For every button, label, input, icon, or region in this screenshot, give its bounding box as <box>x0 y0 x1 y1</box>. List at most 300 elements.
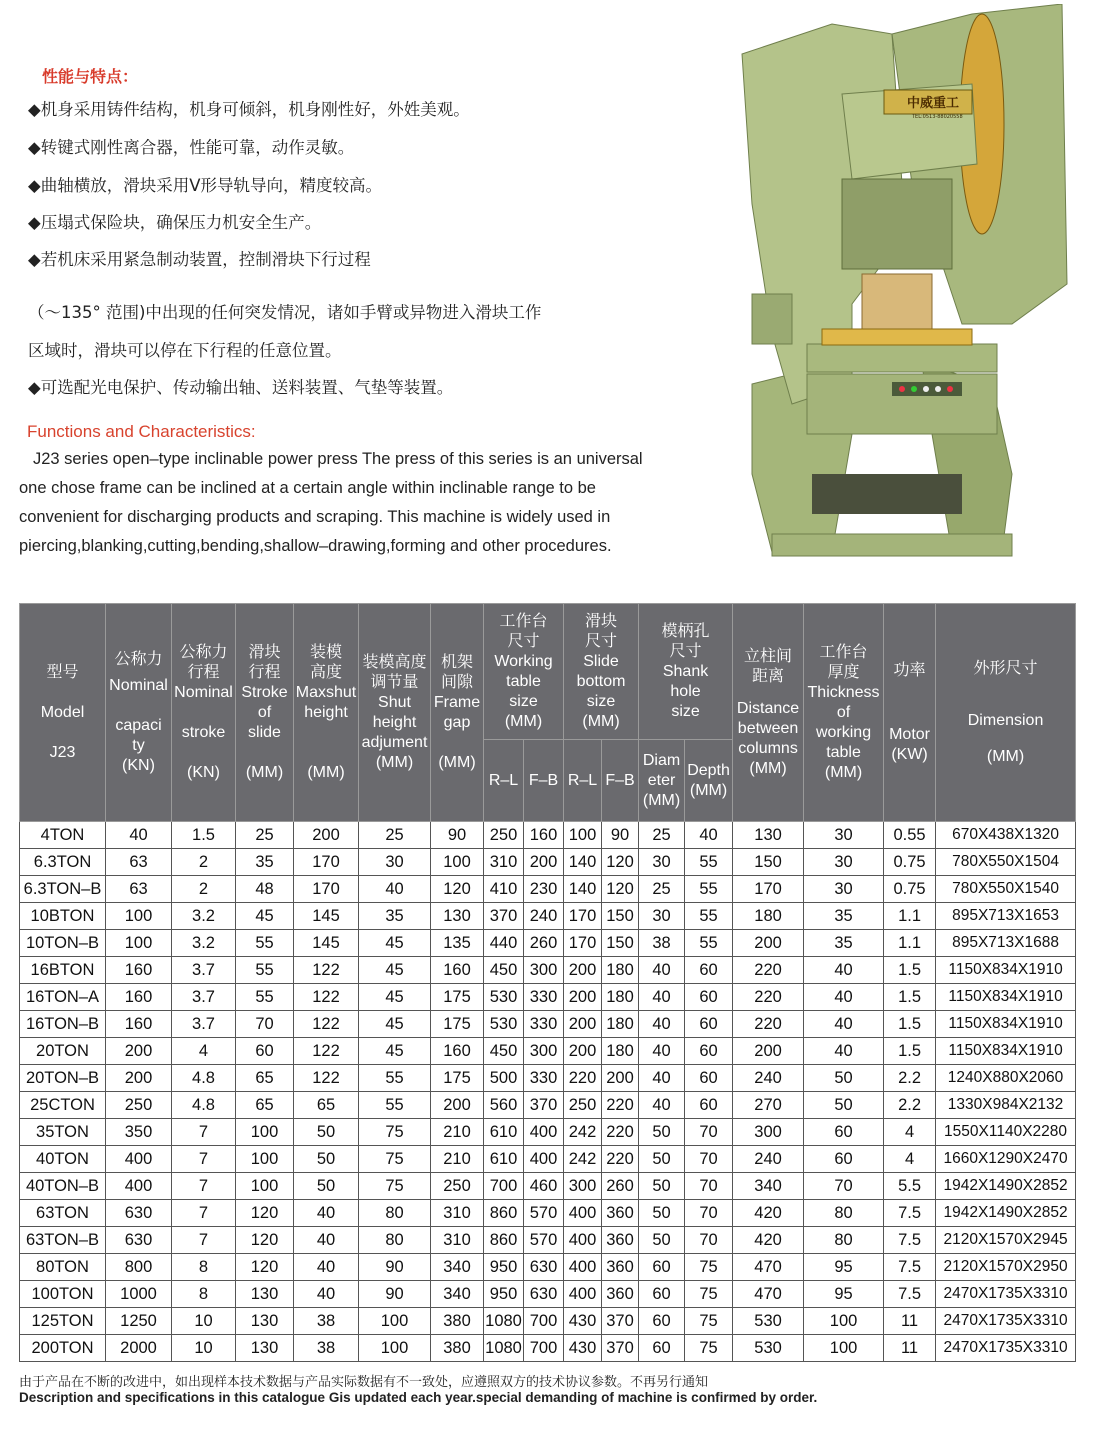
table-cell: 1150X834X1910 <box>936 984 1076 1011</box>
table-cell: 470 <box>733 1281 804 1308</box>
table-cell: 70 <box>236 1011 294 1038</box>
table-cell: 70 <box>804 1173 884 1200</box>
table-cell: 300 <box>524 957 564 984</box>
table-cell: 60 <box>685 957 733 984</box>
table-cell: 120 <box>431 876 484 903</box>
header-slide-stroke: 滑块 行程 Stroke of slide (MM) <box>236 604 294 822</box>
table-cell: 40 <box>294 1254 359 1281</box>
header-slide-rl: R–L <box>564 740 602 822</box>
table-row <box>20 957 1076 984</box>
table-cell: 450 <box>484 957 524 984</box>
table-cell: 200 <box>294 822 359 849</box>
table-cell: 60 <box>685 984 733 1011</box>
table-cell: 100 <box>359 1308 431 1335</box>
table-cell: 360 <box>602 1281 639 1308</box>
table-cell: 55 <box>685 903 733 930</box>
table-cell: 7 <box>172 1200 236 1227</box>
table-cell: 120 <box>236 1254 294 1281</box>
table-cell: 170 <box>564 930 602 957</box>
table-cell: 450 <box>484 1038 524 1065</box>
table-cell: 50 <box>294 1173 359 1200</box>
header-shank-diameter: Diam eter (MM) <box>639 740 685 822</box>
table-row <box>20 1038 1076 1065</box>
table-cell: 530 <box>733 1308 804 1335</box>
table-row <box>20 1335 1076 1362</box>
table-cell: 400 <box>564 1254 602 1281</box>
header-dimension: 外形尺寸 Dimension (MM) <box>936 604 1076 822</box>
table-cell: 200 <box>106 1065 172 1092</box>
table-cell: 60 <box>685 1038 733 1065</box>
table-cell: 240 <box>733 1065 804 1092</box>
table-cell: 4.8 <box>172 1065 236 1092</box>
header-stroke: 公称力 行程 Nominal stroke (KN) <box>172 604 236 822</box>
header-shank: 模柄孔 尺寸 Shank hole size <box>639 604 733 740</box>
table-cell: 2 <box>172 849 236 876</box>
table-cell: 63TON–B <box>20 1227 106 1254</box>
table-cell: 70 <box>685 1119 733 1146</box>
table-cell: 40 <box>639 1092 685 1119</box>
table-cell: 200 <box>564 1011 602 1038</box>
table-cell: 630 <box>106 1227 172 1254</box>
table-cell: 30 <box>639 849 685 876</box>
table-cell: 950 <box>484 1254 524 1281</box>
table-cell: 230 <box>524 876 564 903</box>
table-cell: 400 <box>524 1146 564 1173</box>
table-cell: 100TON <box>20 1281 106 1308</box>
table-cell: 25 <box>359 822 431 849</box>
table-cell: 7.5 <box>884 1254 936 1281</box>
table-cell: 50 <box>294 1146 359 1173</box>
table-cell: 0.75 <box>884 849 936 876</box>
table-cell: 440 <box>484 930 524 957</box>
table-cell: 260 <box>602 1173 639 1200</box>
table-cell: 40 <box>685 822 733 849</box>
table-cell: 242 <box>564 1146 602 1173</box>
table-cell: 50 <box>639 1119 685 1146</box>
table-cell: 7 <box>172 1173 236 1200</box>
table-cell: 75 <box>685 1281 733 1308</box>
table-cell: 10BTON <box>20 903 106 930</box>
table-cell: 75 <box>359 1173 431 1200</box>
table-cell: 80 <box>359 1200 431 1227</box>
table-cell: 38 <box>294 1335 359 1362</box>
table-cell: 150 <box>733 849 804 876</box>
table-cell: 300 <box>524 1038 564 1065</box>
table-cell: 16TON–A <box>20 984 106 1011</box>
en-section-title: Functions and Characteristics: <box>27 422 256 441</box>
specification-rows <box>20 822 1076 1362</box>
table-cell: 300 <box>564 1173 602 1200</box>
table-cell: 2470X1735X3310 <box>936 1335 1076 1362</box>
table-cell: 35 <box>804 903 884 930</box>
table-cell: 65 <box>294 1092 359 1119</box>
table-cell: 1150X834X1910 <box>936 1038 1076 1065</box>
table-cell: 100 <box>236 1119 294 1146</box>
table-cell: 30 <box>359 849 431 876</box>
table-cell: 40TON <box>20 1146 106 1173</box>
table-cell: 20TON–B <box>20 1065 106 1092</box>
table-cell: 5.5 <box>884 1173 936 1200</box>
table-cell: 2000 <box>106 1335 172 1362</box>
table-cell: 145 <box>294 903 359 930</box>
table-cell: 180 <box>602 1038 639 1065</box>
table-cell: 10TON–B <box>20 930 106 957</box>
table-cell: 200 <box>431 1092 484 1119</box>
machine-tel-text: TEL:0513-88020558 <box>912 114 963 120</box>
table-cell: 270 <box>733 1092 804 1119</box>
table-cell: 150 <box>602 903 639 930</box>
table-cell: 122 <box>294 1065 359 1092</box>
table-cell: 100 <box>106 903 172 930</box>
table-cell: 40 <box>639 1038 685 1065</box>
table-row <box>20 1119 1076 1146</box>
table-cell: 38 <box>639 930 685 957</box>
table-cell: 45 <box>359 930 431 957</box>
table-cell: 400 <box>524 1119 564 1146</box>
table-cell: 6.3TON–B <box>20 876 106 903</box>
table-cell: 2.2 <box>884 1092 936 1119</box>
table-cell: 120 <box>602 849 639 876</box>
table-cell: 360 <box>602 1254 639 1281</box>
table-cell: 100 <box>106 930 172 957</box>
table-cell: 60 <box>639 1254 685 1281</box>
table-cell: 170 <box>294 876 359 903</box>
table-cell: 130 <box>431 903 484 930</box>
table-cell: 420 <box>733 1227 804 1254</box>
table-cell: 80TON <box>20 1254 106 1281</box>
table-cell: 4TON <box>20 822 106 849</box>
table-cell: 160 <box>106 1011 172 1038</box>
power-press-machine-image <box>712 4 1082 564</box>
specification-table <box>19 603 1076 1362</box>
table-cell: 55 <box>359 1092 431 1119</box>
table-cell: 570 <box>524 1200 564 1227</box>
table-cell: 35 <box>804 930 884 957</box>
table-cell: 75 <box>359 1119 431 1146</box>
table-cell: 780X550X1540 <box>936 876 1076 903</box>
table-cell: 40 <box>804 984 884 1011</box>
table-cell: 1942X1490X2852 <box>936 1173 1076 1200</box>
table-cell: 75 <box>685 1254 733 1281</box>
table-cell: 200TON <box>20 1335 106 1362</box>
table-cell: 30 <box>804 876 884 903</box>
table-cell: 50 <box>804 1092 884 1119</box>
table-cell: 122 <box>294 984 359 1011</box>
table-cell: 0.75 <box>884 876 936 903</box>
table-cell: 175 <box>431 1065 484 1092</box>
table-cell: 860 <box>484 1227 524 1254</box>
table-cell: 50 <box>294 1119 359 1146</box>
table-cell: 2120X1570X2950 <box>936 1254 1076 1281</box>
table-cell: 370 <box>602 1335 639 1362</box>
table-cell: 1.5 <box>172 822 236 849</box>
table-cell: 63 <box>106 876 172 903</box>
table-cell: 175 <box>431 984 484 1011</box>
table-cell: 40 <box>294 1200 359 1227</box>
table-cell: 45 <box>359 1011 431 1038</box>
table-cell: 180 <box>602 1011 639 1038</box>
table-cell: 40 <box>639 1065 685 1092</box>
table-cell: 10 <box>172 1308 236 1335</box>
table-cell: 670X438X1320 <box>936 822 1076 849</box>
table-cell: 220 <box>602 1092 639 1119</box>
table-cell: 420 <box>733 1200 804 1227</box>
table-row <box>20 1146 1076 1173</box>
table-cell: 560 <box>484 1092 524 1119</box>
table-cell: 360 <box>602 1200 639 1227</box>
table-cell: 170 <box>294 849 359 876</box>
table-cell: 1.5 <box>884 984 936 1011</box>
footnote-zh: 由于产品在不断的改进中，如出现样本技术数据与产品实际数据有不一致处，应遵照双方的技术协议参数。不再另行通知 <box>19 1375 709 1390</box>
table-cell: 65 <box>236 1092 294 1119</box>
table-cell: 55 <box>685 930 733 957</box>
table-cell: 340 <box>431 1254 484 1281</box>
table-cell: 122 <box>294 957 359 984</box>
table-cell: 30 <box>639 903 685 930</box>
table-cell: 60 <box>804 1146 884 1173</box>
table-cell: 16TON–B <box>20 1011 106 1038</box>
table-cell: 460 <box>524 1173 564 1200</box>
table-cell: 130 <box>236 1335 294 1362</box>
table-cell: 400 <box>564 1200 602 1227</box>
description-line: one chose frame can be inclined at a certain angle within inclinable range to be <box>19 479 596 497</box>
table-cell: 100 <box>236 1173 294 1200</box>
table-cell: 2470X1735X3310 <box>936 1308 1076 1335</box>
table-cell: 220 <box>733 1011 804 1038</box>
description-line: J23 series open–type inclinable power press The press of this series is an universal <box>33 450 643 468</box>
table-cell: 200 <box>564 1038 602 1065</box>
table-cell: 100 <box>431 849 484 876</box>
table-cell: 200 <box>564 984 602 1011</box>
table-cell: 40 <box>294 1227 359 1254</box>
feature-line: ◆若机床采用紧急制动装置，控制滑块下行过程 <box>28 250 371 269</box>
table-cell: 7.5 <box>884 1200 936 1227</box>
table-cell: 100 <box>564 822 602 849</box>
table-cell: 250 <box>106 1092 172 1119</box>
table-cell: 1000 <box>106 1281 172 1308</box>
table-cell: 895X713X1688 <box>936 930 1076 957</box>
table-cell: 16BTON <box>20 957 106 984</box>
table-cell: 20TON <box>20 1038 106 1065</box>
table-cell: 55 <box>359 1065 431 1092</box>
table-cell: 50 <box>639 1200 685 1227</box>
table-cell: 100 <box>804 1335 884 1362</box>
table-cell: 160 <box>106 984 172 1011</box>
table-row <box>20 1200 1076 1227</box>
table-cell: 220 <box>602 1146 639 1173</box>
table-cell: 430 <box>564 1308 602 1335</box>
table-cell: 63TON <box>20 1200 106 1227</box>
table-cell: 180 <box>602 957 639 984</box>
table-cell: 45 <box>359 1038 431 1065</box>
table-cell: 130 <box>236 1308 294 1335</box>
table-cell: 200 <box>733 930 804 957</box>
table-cell: 70 <box>685 1146 733 1173</box>
table-row <box>20 984 1076 1011</box>
header-motor: 功率 Motor (KW) <box>884 604 936 822</box>
table-cell: 210 <box>431 1119 484 1146</box>
table-cell: 40 <box>639 1011 685 1038</box>
table-cell: 170 <box>733 876 804 903</box>
table-cell: 180 <box>733 903 804 930</box>
header-table-rl: R–L <box>484 740 524 822</box>
table-cell: 4.8 <box>172 1092 236 1119</box>
table-row <box>20 1092 1076 1119</box>
table-cell: 75 <box>685 1308 733 1335</box>
table-cell: 8 <box>172 1254 236 1281</box>
table-row <box>20 1308 1076 1335</box>
table-cell: 220 <box>733 957 804 984</box>
table-cell: 4 <box>884 1146 936 1173</box>
table-cell: 1.5 <box>884 1011 936 1038</box>
table-cell: 300 <box>733 1119 804 1146</box>
feature-line: （～135° 范围)中出现的任何突发情况，诸如手臂或异物进入滑块工作 <box>28 303 542 322</box>
table-cell: 2120X1570X2945 <box>936 1227 1076 1254</box>
table-cell: 45 <box>359 957 431 984</box>
table-cell: 140 <box>564 876 602 903</box>
header-slide-size: 滑块 尺寸 Slide bottom size (MM) <box>564 604 639 740</box>
table-cell: 470 <box>733 1254 804 1281</box>
table-cell: 1660X1290X2470 <box>936 1146 1076 1173</box>
table-cell: 45 <box>236 903 294 930</box>
table-cell: 350 <box>106 1119 172 1146</box>
feature-line: 区域时，滑块可以停在下行程的任意位置。 <box>28 341 342 360</box>
table-cell: 95 <box>804 1254 884 1281</box>
table-cell: 530 <box>484 1011 524 1038</box>
table-cell: 50 <box>639 1173 685 1200</box>
table-cell: 55 <box>685 849 733 876</box>
table-cell: 122 <box>294 1038 359 1065</box>
table-cell: 250 <box>431 1173 484 1200</box>
table-cell: 1250 <box>106 1308 172 1335</box>
table-cell: 400 <box>106 1146 172 1173</box>
table-cell: 63 <box>106 849 172 876</box>
table-cell: 7.5 <box>884 1281 936 1308</box>
table-cell: 0.55 <box>884 822 936 849</box>
table-cell: 200 <box>602 1065 639 1092</box>
table-cell: 380 <box>431 1335 484 1362</box>
table-cell: 242 <box>564 1119 602 1146</box>
table-cell: 240 <box>733 1146 804 1173</box>
table-cell: 60 <box>685 1092 733 1119</box>
table-cell: 40 <box>804 1038 884 1065</box>
table-cell: 340 <box>733 1173 804 1200</box>
table-cell: 40TON–B <box>20 1173 106 1200</box>
table-cell: 80 <box>804 1227 884 1254</box>
table-cell: 200 <box>733 1038 804 1065</box>
table-cell: 2 <box>172 876 236 903</box>
table-cell: 150 <box>602 930 639 957</box>
table-cell: 60 <box>685 1011 733 1038</box>
table-cell: 65 <box>236 1065 294 1092</box>
table-cell: 3.7 <box>172 957 236 984</box>
table-cell: 90 <box>431 822 484 849</box>
table-cell: 1080 <box>484 1335 524 1362</box>
table-cell: 1150X834X1910 <box>936 1011 1076 1038</box>
table-cell: 80 <box>804 1200 884 1227</box>
table-cell: 50 <box>804 1065 884 1092</box>
table-row <box>20 1227 1076 1254</box>
table-cell: 55 <box>236 984 294 1011</box>
table-cell: 40 <box>106 822 172 849</box>
table-cell: 430 <box>564 1335 602 1362</box>
table-cell: 125TON <box>20 1308 106 1335</box>
table-row <box>20 930 1076 957</box>
table-cell: 2.2 <box>884 1065 936 1092</box>
table-cell: 170 <box>564 903 602 930</box>
header-thickness: 工作台 厚度 Thickness of working table (MM) <box>804 604 884 822</box>
table-cell: 160 <box>524 822 564 849</box>
header-slide-fb: F–B <box>602 740 639 822</box>
table-cell: 25 <box>639 822 685 849</box>
table-cell: 30 <box>804 822 884 849</box>
table-cell: 120 <box>602 876 639 903</box>
description-line: convenient for discharging products and scraping. This machine is widely used in <box>19 508 611 526</box>
table-cell: 1.1 <box>884 903 936 930</box>
table-cell: 60 <box>639 1335 685 1362</box>
table-cell: 7 <box>172 1146 236 1173</box>
table-cell: 130 <box>733 822 804 849</box>
table-cell: 220 <box>733 984 804 1011</box>
table-cell: 10 <box>172 1335 236 1362</box>
table-cell: 100 <box>804 1308 884 1335</box>
table-cell: 120 <box>236 1227 294 1254</box>
table-cell: 895X713X1653 <box>936 903 1076 930</box>
table-cell: 1330X984X2132 <box>936 1092 1076 1119</box>
table-cell: 40 <box>804 1011 884 1038</box>
table-cell: 330 <box>524 1011 564 1038</box>
table-cell: 3.2 <box>172 930 236 957</box>
header-capacity: 公称力 Nominal capaci ty (KN) <box>106 604 172 822</box>
table-cell: 11 <box>884 1335 936 1362</box>
table-row <box>20 1173 1076 1200</box>
table-cell: 180 <box>602 984 639 1011</box>
header-columns: 立柱间 距离 Distance between columns (MM) <box>733 604 804 822</box>
table-cell: 1.5 <box>884 1038 936 1065</box>
table-cell: 1150X834X1910 <box>936 957 1076 984</box>
table-cell: 6.3TON <box>20 849 106 876</box>
table-cell: 48 <box>236 876 294 903</box>
footnote-en: Description and specifications in this catalogue Gis updated each year.special demanding of machine is confirmed by order. <box>19 1390 818 1405</box>
table-cell: 75 <box>685 1335 733 1362</box>
table-cell: 610 <box>484 1146 524 1173</box>
table-cell: 100 <box>359 1335 431 1362</box>
table-cell: 7 <box>172 1227 236 1254</box>
table-cell: 530 <box>484 984 524 1011</box>
table-row <box>20 876 1076 903</box>
table-cell: 1550X1140X2280 <box>936 1119 1076 1146</box>
table-cell: 60 <box>639 1281 685 1308</box>
table-cell: 40 <box>639 957 685 984</box>
feature-line: ◆压塌式保险块，确保压力机安全生产。 <box>28 213 322 232</box>
table-cell: 1240X880X2060 <box>936 1065 1076 1092</box>
table-cell: 50 <box>639 1146 685 1173</box>
header-shank-depth: Depth (MM) <box>685 740 733 822</box>
table-cell: 250 <box>564 1092 602 1119</box>
table-cell: 70 <box>685 1227 733 1254</box>
table-cell: 25 <box>236 822 294 849</box>
description-line: piercing,blanking,cutting,bending,shallow–drawing,forming and other procedures. <box>19 537 612 555</box>
table-row <box>20 903 1076 930</box>
table-cell: 1.5 <box>884 957 936 984</box>
table-cell: 630 <box>524 1254 564 1281</box>
table-cell: 140 <box>564 849 602 876</box>
table-cell: 3.7 <box>172 1011 236 1038</box>
table-cell: 35TON <box>20 1119 106 1146</box>
table-cell: 35 <box>236 849 294 876</box>
table-cell: 122 <box>294 1011 359 1038</box>
table-cell: 330 <box>524 1065 564 1092</box>
